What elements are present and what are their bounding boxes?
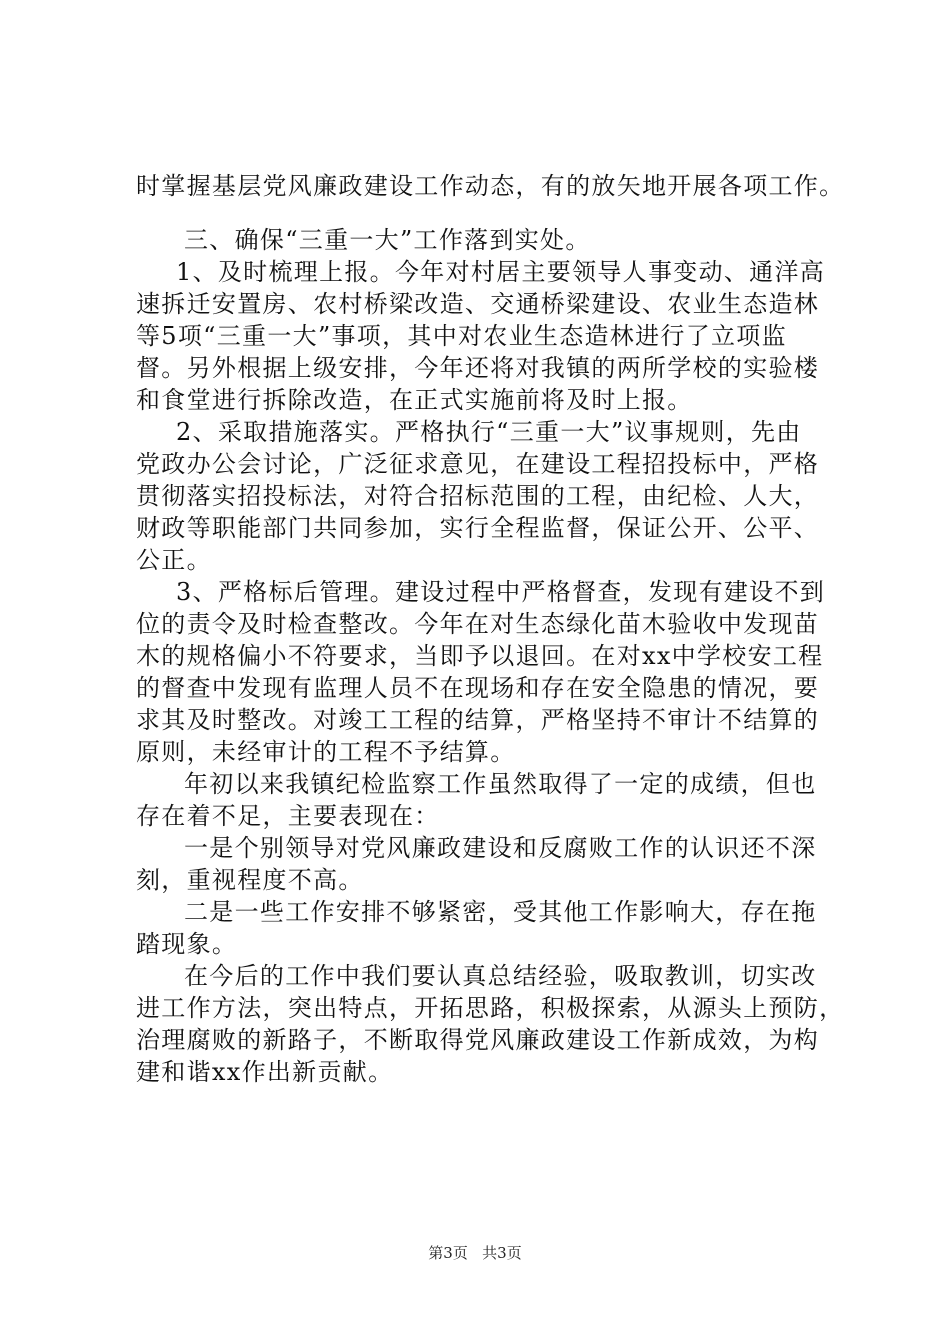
text-line: 贯彻落实招投标法，对符合招标范围的工程，由纪检、人大，	[136, 482, 820, 510]
page-total: 共3页	[482, 1244, 522, 1262]
text-line: 踏现象。	[136, 930, 238, 958]
text-line: 时掌握基层党风廉政建设工作动态，有的放矢地开展各项工作。	[136, 172, 845, 200]
text-line: 公正。	[136, 546, 212, 574]
text-line: 财政等职能部门共同参加，实行全程监督，保证公开、公平、	[136, 514, 820, 542]
section-heading: 三、确保“三重一大”工作落到实处。	[184, 226, 591, 254]
text-line: 一是个别领导对党风廉政建设和反腐败工作的认识还不深	[184, 834, 817, 862]
text-line: 速拆迁安置房、农村桥梁改造、交通桥梁建设、农业生态造林	[136, 290, 820, 318]
text-line: 年初以来我镇纪检监察工作虽然取得了一定的成绩，但也	[184, 770, 817, 798]
text-line: 刻，重视程度不高。	[136, 866, 364, 894]
text-line: 党政办公会讨论，广泛征求意见，在建设工程招投标中，严格	[136, 450, 820, 478]
text-line: 求其及时整改。对竣工工程的结算，严格坚持不审计不结算的	[136, 706, 820, 734]
page-footer	[0, 1243, 950, 1263]
text-line: 治理腐败的新路子，不断取得党风廉政建设工作新成效，为构	[136, 1026, 820, 1054]
text-line: 存在着不足，主要表现在：	[136, 802, 440, 830]
text-line: 二是一些工作安排不够紧密，受其他工作影响大，存在拖	[184, 898, 817, 926]
text-line: 在今后的工作中我们要认真总结经验，吸取教训，切实改	[184, 962, 817, 990]
text-line: 原则，未经审计的工程不予结算。	[136, 738, 516, 766]
text-line: 进工作方法，突出特点，开拓思路，积极探索，从源头上预防，	[136, 994, 845, 1022]
text-line: 的督查中发现有监理人员不在现场和存在安全隐患的情况，要	[136, 674, 820, 702]
text-line: 位的责令及时检查整改。今年在对生态绿化苗木验收中发现苗	[136, 610, 820, 638]
text-line: 木的规格偏小不符要求，当即予以退回。在对xx中学校安工程	[136, 642, 824, 670]
text-line: 督。另外根据上级安排，今年还将对我镇的两所学校的实验楼	[136, 354, 820, 382]
document-body	[136, 170, 845, 1088]
text-line: 和食堂进行拆除改造，在正式实施前将及时上报。	[136, 386, 693, 414]
text-line: 2、采取措施落实。严格执行“三重一大”议事规则，先由	[176, 418, 802, 446]
paragraph-gap	[136, 202, 836, 224]
page-number: 第3页	[428, 1244, 468, 1262]
text-line: 3、严格标后管理。建设过程中严格督查，发现有建设不到	[176, 578, 826, 606]
text-line: 等5项“三重一大”事项，其中对农业生态造林进行了立项监	[136, 322, 787, 350]
text-line: 1、及时梳理上报。今年对村居主要领导人事变动、通洋高	[176, 258, 826, 286]
text-line: 建和谐xx作出新贡献。	[136, 1058, 394, 1086]
